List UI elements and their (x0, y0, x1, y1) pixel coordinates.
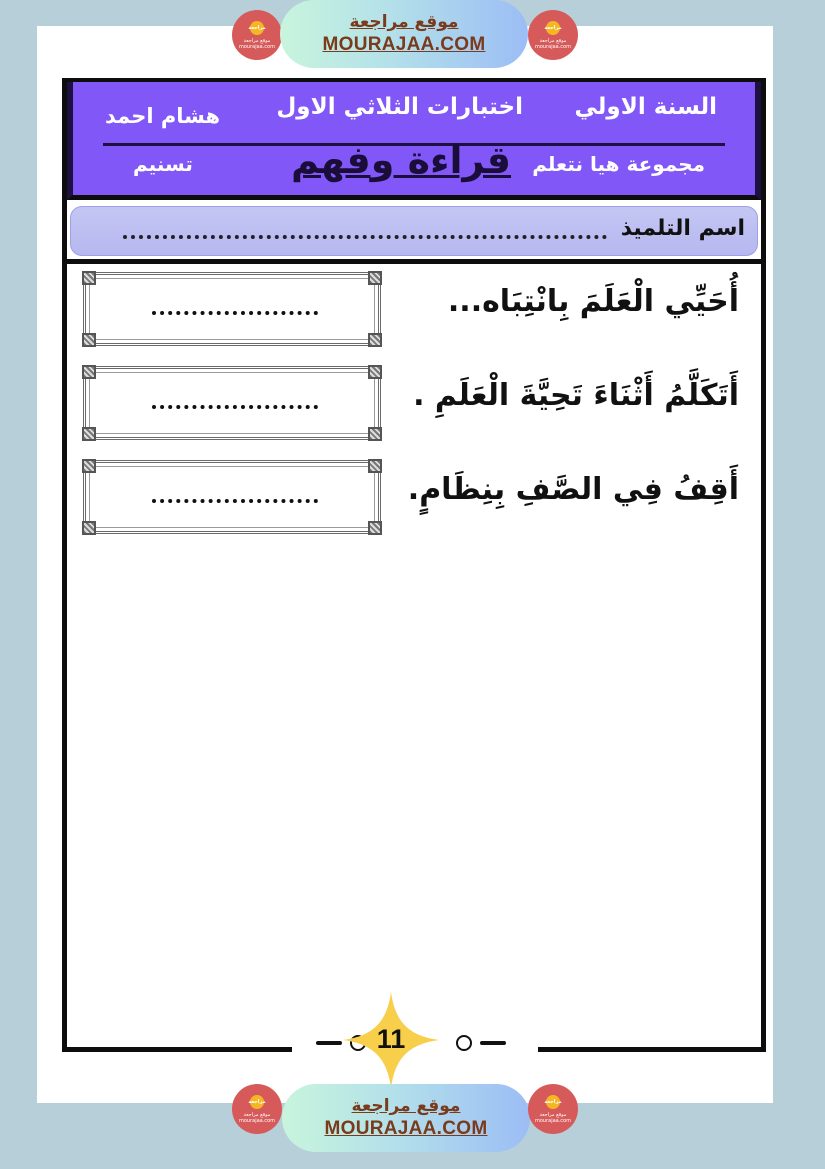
answer-box[interactable] (83, 460, 381, 534)
answer-box[interactable] (83, 272, 381, 346)
ornament-corner-icon (368, 333, 382, 347)
ornament-dash (316, 1041, 342, 1045)
worksheet-frame (62, 78, 766, 1052)
site-badge-logo (232, 1084, 282, 1134)
ornament-corner-icon (82, 333, 96, 347)
site-badge-logo (528, 1084, 578, 1134)
ornament-circle-icon (456, 1035, 472, 1051)
question-sentence: أُحَيِّي الْعَلَمَ بِانْتِبَاه... (447, 284, 739, 319)
site-banner-bottom[interactable] (282, 1084, 530, 1152)
page-number-ornament (230, 992, 590, 1088)
group-name: مجموعة هيا نتعلم (532, 152, 705, 176)
ornament-dash (480, 1041, 506, 1045)
logo-icon: مراجعة (250, 21, 264, 35)
badge-caption: موقع مراجعة mourajaa.com (238, 37, 275, 50)
banner-site-label[interactable]: MOURAJAA.COM (324, 1118, 488, 1139)
badge-caption: موقع مراجعة mourajaa.com (534, 37, 571, 50)
badge-caption: موقع مراجعة mourajaa.com (534, 1111, 571, 1124)
worksheet-header (67, 82, 761, 200)
answer-box[interactable] (83, 366, 381, 440)
answer-input-line[interactable] (152, 403, 318, 409)
student-name-field[interactable] (70, 206, 758, 256)
ornament-corner-icon (82, 365, 96, 379)
site-badge-logo (528, 10, 578, 60)
logo-icon: مراجعة (546, 1095, 560, 1109)
question-sentence: أَقِفُ فِي الصَّفِ بِنِظَامٍ. (407, 472, 739, 507)
question-row (67, 270, 761, 346)
answer-input-line[interactable] (152, 309, 318, 315)
ornament-corner-icon (82, 427, 96, 441)
logo-icon: مراجعة (546, 21, 560, 35)
student-name-label: اسم التلميذ (620, 216, 745, 241)
author-name: تسنيم (133, 152, 193, 176)
ornament-corner-icon (368, 365, 382, 379)
answer-input-line[interactable] (152, 497, 318, 503)
ornament-corner-icon (368, 427, 382, 441)
question-sentence: أَتَكَلَّمُ أَثْنَاءَ تَحِيَّةَ الْعَلَمِ . (413, 378, 739, 413)
question-row (67, 458, 761, 534)
ornament-corner-icon (368, 459, 382, 473)
student-name-input-line[interactable] (123, 229, 607, 239)
ornament-corner-icon (368, 271, 382, 285)
ornament-corner-icon (368, 521, 382, 535)
section-divider (67, 259, 761, 264)
site-badge-logo (232, 10, 282, 60)
question-row (67, 364, 761, 440)
grade-label: السنة الاولي (574, 94, 717, 120)
banner-arabic-label: موقع مراجعة (349, 12, 459, 32)
ornament-corner-icon (82, 271, 96, 285)
site-banner-top[interactable] (280, 0, 528, 68)
page-number: 11 (376, 1024, 406, 1054)
teacher-name: هشام احمد (105, 104, 221, 128)
banner-arabic-label: موقع مراجعة (351, 1096, 461, 1116)
ornament-corner-icon (82, 459, 96, 473)
subject-title: قراءة وفهم (291, 138, 512, 182)
exam-title: اختبارات الثلاثي الاول (276, 94, 523, 120)
banner-site-label[interactable]: MOURAJAA.COM (322, 34, 486, 55)
badge-caption: موقع مراجعة mourajaa.com (238, 1111, 275, 1124)
ornament-corner-icon (82, 521, 96, 535)
logo-icon: مراجعة (250, 1095, 264, 1109)
